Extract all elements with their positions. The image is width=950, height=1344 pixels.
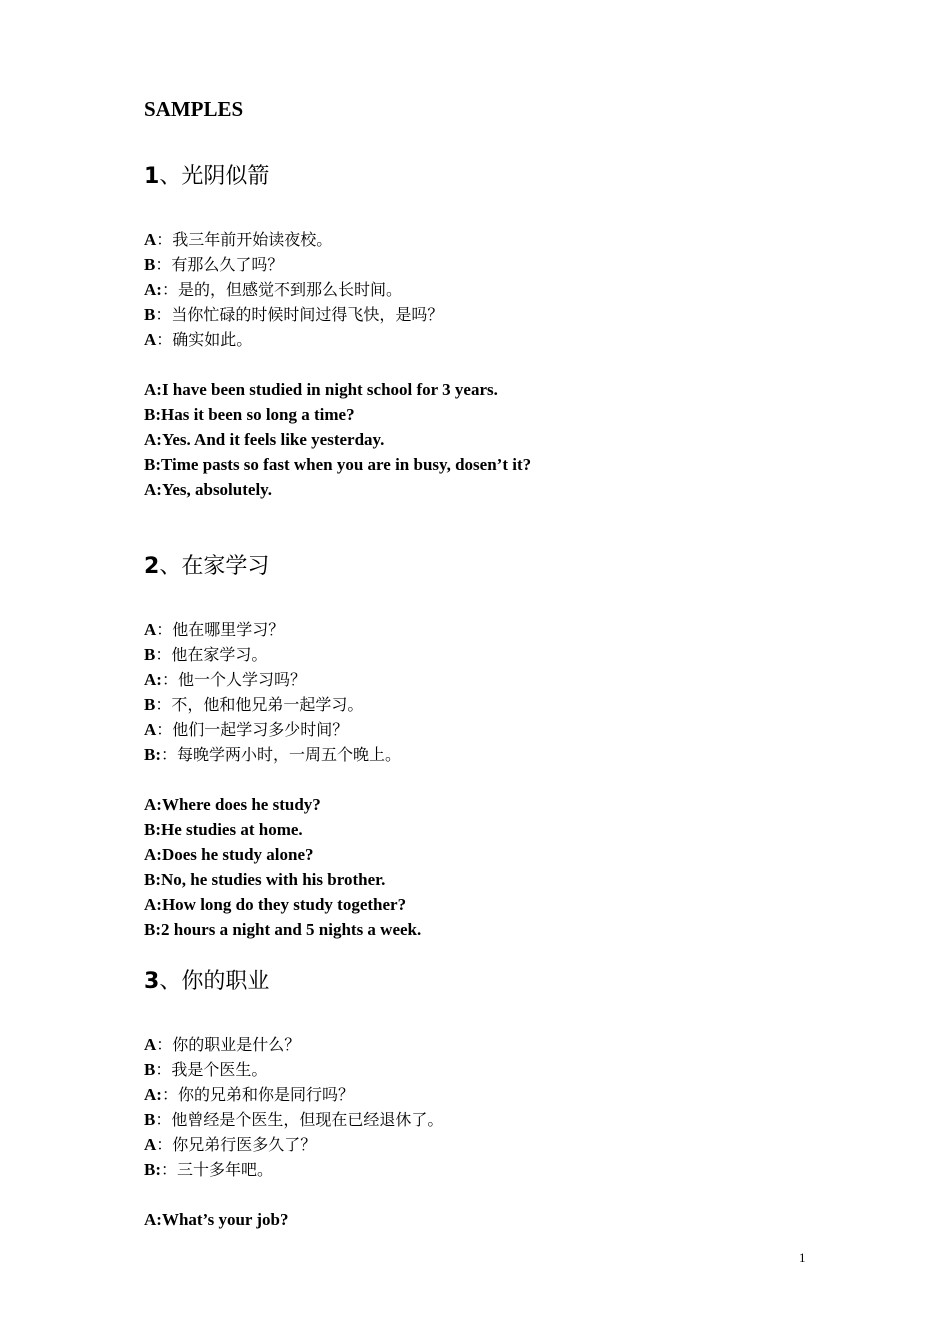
section-number: 2 bbox=[144, 554, 160, 579]
english-line: A:How long do they study together? bbox=[144, 895, 407, 914]
english-line: A:What’s your job? bbox=[144, 1210, 289, 1229]
dialogue-line: A:：你的兄弟和你是同行吗？ bbox=[144, 1085, 354, 1104]
dialogue-line: A：你兄弟行医多久了？ bbox=[144, 1135, 317, 1154]
dialogue-line: A：你的职业是什么？ bbox=[144, 1035, 301, 1054]
section-3-chinese-dialogue bbox=[144, 1032, 844, 1182]
speaker-label: A bbox=[144, 330, 157, 349]
speaker-label: A: bbox=[144, 280, 162, 299]
section-number: 1 bbox=[144, 164, 160, 189]
speaker-label: A bbox=[144, 620, 157, 639]
dialogue-text: 你的职业是什么？ bbox=[172, 1035, 301, 1054]
section-2-heading bbox=[144, 553, 269, 581]
speaker-label: A bbox=[144, 1135, 157, 1154]
dialogue-line: A：我三年前开始读夜校。 bbox=[144, 230, 333, 249]
dialogue-text: 确实如此。 bbox=[172, 330, 253, 349]
english-line: B:Has it been so long a time? bbox=[144, 405, 355, 424]
dialogue-text: 你的兄弟和你是同行吗？ bbox=[177, 1085, 354, 1104]
dialogue-line: B：我是个医生。 bbox=[144, 1060, 268, 1079]
english-line: B:Time pasts so fast when you are in busy, dosen’t it? bbox=[144, 455, 532, 474]
dialogue-line: B：不，他和他兄弟一起学习。 bbox=[144, 695, 364, 714]
dialogue-text: 我是个医生。 bbox=[171, 1060, 268, 1079]
dialogue-text: 他一个人学习吗？ bbox=[177, 670, 306, 689]
section-2-english-dialogue bbox=[144, 792, 844, 942]
dialogue-text: 他在哪里学习？ bbox=[172, 620, 285, 639]
speaker-label: B bbox=[144, 1060, 156, 1079]
dialogue-text: 我三年前开始读夜校。 bbox=[172, 230, 333, 249]
dialogue-text: 有那么久了吗？ bbox=[171, 255, 284, 274]
dialogue-line: B：他曾经是个医生，但现在已经退休了。 bbox=[144, 1110, 444, 1129]
section-title: 光阴似箭 bbox=[181, 164, 270, 189]
dialogue-line: A:：是的，但感觉不到那么长时间。 bbox=[144, 280, 402, 299]
dialogue-text: 每晚学两小时，一周五个晚上。 bbox=[177, 745, 402, 764]
english-line: A:Does he study alone? bbox=[144, 845, 314, 864]
page-number: 1 bbox=[799, 1250, 806, 1265]
dialogue-text: 三十多年吧。 bbox=[177, 1160, 274, 1179]
dialogue-text: 当你忙碌的时候时间过得飞快，是吗？ bbox=[171, 305, 444, 324]
speaker-label: B bbox=[144, 1110, 156, 1129]
section-separator: 、 bbox=[159, 554, 182, 579]
speaker-label: B: bbox=[144, 1160, 161, 1179]
english-line: B:He studies at home. bbox=[144, 820, 303, 839]
dialogue-text: 他曾经是个医生，但现在已经退休了。 bbox=[171, 1110, 444, 1129]
speaker-label: B bbox=[144, 645, 156, 664]
dialogue-line: B:：三十多年吧。 bbox=[144, 1160, 274, 1179]
section-1-chinese-dialogue bbox=[144, 227, 844, 352]
english-line: A:Yes. And it feels like yesterday. bbox=[144, 430, 385, 449]
dialogue-text: 是的，但感觉不到那么长时间。 bbox=[177, 280, 402, 299]
english-line: A:Yes, absolutely. bbox=[144, 480, 272, 499]
dialogue-line: B：他在家学习。 bbox=[144, 645, 268, 664]
dialogue-line: B:：每晚学两小时，一周五个晚上。 bbox=[144, 745, 402, 764]
speaker-label: A bbox=[144, 720, 157, 739]
speaker-label: A bbox=[144, 1035, 157, 1054]
dialogue-line: B：当你忙碌的时候时间过得飞快，是吗？ bbox=[144, 305, 444, 324]
section-3-heading bbox=[144, 968, 269, 996]
dialogue-text: 他们一起学习多少时间？ bbox=[172, 720, 349, 739]
section-3-english-dialogue bbox=[144, 1207, 844, 1232]
section-1-english-dialogue bbox=[144, 377, 844, 502]
english-line: B:2 hours a night and 5 nights a week. bbox=[144, 920, 422, 939]
english-line: A:Where does he study? bbox=[144, 795, 321, 814]
dialogue-line: A：确实如此。 bbox=[144, 330, 253, 349]
speaker-label: A: bbox=[144, 670, 162, 689]
dialogue-line: A:：他一个人学习吗？ bbox=[144, 670, 306, 689]
dialogue-line: A：他们一起学习多少时间？ bbox=[144, 720, 349, 739]
section-title: 你的职业 bbox=[181, 969, 270, 994]
english-line: A:I have been studied in night school for 3 years. bbox=[144, 380, 498, 399]
speaker-label: B bbox=[144, 305, 156, 324]
speaker-label: B bbox=[144, 695, 156, 714]
speaker-label: A bbox=[144, 230, 157, 249]
document-title: SAMPLES bbox=[144, 97, 244, 121]
section-separator: 、 bbox=[159, 969, 182, 994]
speaker-label: A: bbox=[144, 1085, 162, 1104]
section-number: 3 bbox=[144, 969, 160, 994]
dialogue-text: 你兄弟行医多久了？ bbox=[172, 1135, 317, 1154]
dialogue-line: B：有那么久了吗？ bbox=[144, 255, 284, 274]
section-title: 在家学习 bbox=[181, 554, 270, 579]
dialogue-line: A：他在哪里学习？ bbox=[144, 620, 285, 639]
dialogue-text: 不，他和他兄弟一起学习。 bbox=[171, 695, 364, 714]
section-1-heading bbox=[144, 163, 269, 191]
english-line: B:No, he studies with his brother. bbox=[144, 870, 386, 889]
section-separator: 、 bbox=[159, 164, 182, 189]
dialogue-text: 他在家学习。 bbox=[171, 645, 268, 664]
section-2-chinese-dialogue bbox=[144, 617, 844, 767]
speaker-label: B: bbox=[144, 745, 161, 764]
speaker-label: B bbox=[144, 255, 156, 274]
